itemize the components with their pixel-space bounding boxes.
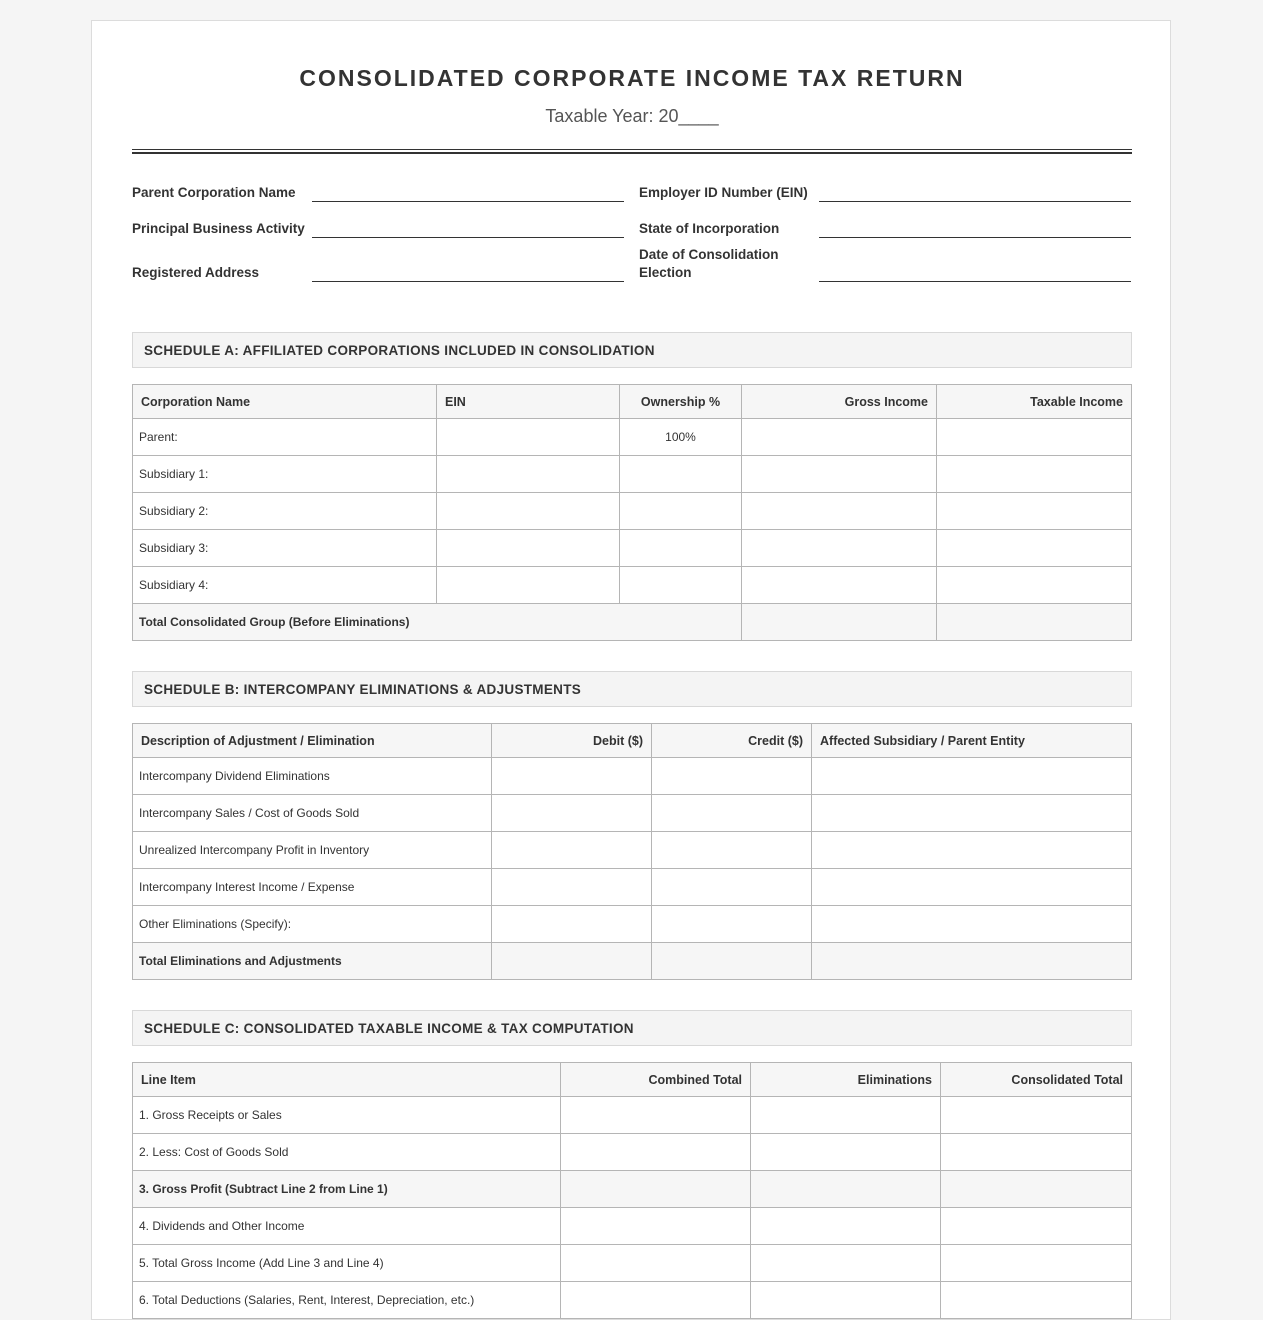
table-row (133, 832, 1132, 869)
ownership-cell[interactable] (620, 493, 742, 530)
ein-cell[interactable] (437, 493, 620, 530)
description-cell: Unrealized Intercompany Profit in Inventory (133, 832, 492, 869)
col-gross-income: Gross Income (742, 385, 937, 419)
table-row (133, 419, 1132, 456)
taxable-income-cell[interactable] (937, 419, 1132, 456)
corporation-name-cell: Parent: (133, 419, 437, 456)
line-item-cell: 5. Total Gross Income (Add Line 3 and Line 4) (133, 1245, 561, 1282)
col-line-item: Line Item (133, 1063, 561, 1097)
ein-field[interactable] (639, 184, 1131, 202)
credit-cell[interactable] (652, 906, 812, 943)
gross-income-cell[interactable] (742, 419, 937, 456)
gross-income-cell[interactable] (742, 493, 937, 530)
parent-name-line[interactable] (312, 200, 624, 202)
credit-cell[interactable] (652, 795, 812, 832)
table-row (133, 758, 1132, 795)
col-corporation-name: Corporation Name (133, 385, 437, 419)
schedule-b-heading: SCHEDULE B: INTERCOMPANY ELIMINATIONS & ADJUSTMENTS (132, 671, 1132, 707)
line-item-cell: 2. Less: Cost of Goods Sold (133, 1134, 561, 1171)
affected-entity-cell[interactable] (812, 795, 1132, 832)
table-row (133, 1134, 1132, 1171)
credit-cell[interactable] (652, 832, 812, 869)
taxable-income-cell[interactable] (937, 567, 1132, 604)
parent-name-label: Parent Corporation Name (132, 185, 296, 200)
total-debit-cell[interactable] (492, 943, 652, 980)
table-row (133, 1282, 1132, 1319)
gross-income-cell[interactable] (742, 530, 937, 567)
col-ownership: Ownership % (620, 385, 742, 419)
form-content (132, 21, 1132, 1319)
total-row (133, 604, 1132, 641)
ein-cell[interactable] (437, 567, 620, 604)
col-consolidated-total: Consolidated Total (941, 1063, 1132, 1097)
combined-total-cell[interactable] (561, 1282, 751, 1319)
affected-entity-cell[interactable] (812, 869, 1132, 906)
col-ein: EIN (437, 385, 620, 419)
total-row (133, 943, 1132, 980)
combined-total-cell[interactable] (561, 1097, 751, 1134)
schedule-b-table (132, 723, 1132, 980)
state-label: State of Incorporation (639, 221, 780, 236)
gross-income-cell[interactable] (742, 456, 937, 493)
total-taxable-income-cell[interactable] (937, 604, 1132, 641)
eliminations-cell[interactable] (751, 1245, 941, 1282)
business-activity-label: Principal Business Activity (132, 221, 305, 236)
table-row (133, 869, 1132, 906)
eliminations-cell[interactable] (751, 1134, 941, 1171)
total-affected-entity-cell[interactable] (812, 943, 1132, 980)
table-row (133, 567, 1132, 604)
corporation-name-cell: Subsidiary 1: (133, 456, 437, 493)
total-credit-cell[interactable] (652, 943, 812, 980)
description-cell: Intercompany Sales / Cost of Goods Sold (133, 795, 492, 832)
description-cell: Other Eliminations (Specify): (133, 906, 492, 943)
schedule-c-table (132, 1062, 1132, 1319)
taxable-income-cell[interactable] (937, 456, 1132, 493)
state-line[interactable] (819, 236, 1131, 238)
table-row (133, 1097, 1132, 1134)
total-label: Total Consolidated Group (Before Eliminations) (133, 604, 742, 641)
eliminations-cell[interactable] (751, 1097, 941, 1134)
address-field[interactable] (132, 264, 624, 282)
address-line[interactable] (312, 280, 624, 282)
form-page (91, 20, 1171, 1320)
col-debit: Debit ($) (492, 724, 652, 758)
table-row (133, 795, 1132, 832)
corporation-name-cell: Subsidiary 3: (133, 530, 437, 567)
table-row (133, 493, 1132, 530)
table-row (133, 906, 1132, 943)
corporation-info (132, 154, 1132, 294)
ein-line[interactable] (819, 200, 1131, 202)
schedule-a-heading: SCHEDULE A: AFFILIATED CORPORATIONS INCLUDED IN CONSOLIDATION (132, 332, 1132, 368)
combined-total-cell[interactable] (561, 1245, 751, 1282)
ein-cell[interactable] (437, 530, 620, 567)
form-title: CONSOLIDATED CORPORATE INCOME TAX RETURN (299, 65, 965, 91)
business-activity-field[interactable] (132, 220, 624, 238)
debit-cell[interactable] (492, 906, 652, 943)
corporation-name-cell: Subsidiary 2: (133, 493, 437, 530)
line-item-cell: 1. Gross Receipts or Sales (133, 1097, 561, 1134)
consolidated-total-cell[interactable] (941, 1097, 1132, 1134)
consolidation-date-field[interactable] (639, 246, 1131, 282)
description-cell: Intercompany Interest Income / Expense (133, 869, 492, 906)
description-cell: Intercompany Dividend Eliminations (133, 758, 492, 795)
gross-income-cell[interactable] (742, 567, 937, 604)
consolidated-total-cell[interactable] (941, 1208, 1132, 1245)
taxable-income-cell[interactable] (937, 530, 1132, 567)
table-row (133, 1208, 1132, 1245)
col-taxable-income: Taxable Income (937, 385, 1132, 419)
credit-cell[interactable] (652, 869, 812, 906)
col-description: Description of Adjustment / Elimination (133, 724, 492, 758)
ownership-cell[interactable] (620, 567, 742, 604)
debit-cell[interactable] (492, 758, 652, 795)
total-label: Total Eliminations and Adjustments (133, 943, 492, 980)
line-item-cell: 4. Dividends and Other Income (133, 1208, 561, 1245)
debit-cell[interactable] (492, 795, 652, 832)
col-credit: Credit ($) (652, 724, 812, 758)
eliminations-cell[interactable] (751, 1282, 941, 1319)
ein-cell[interactable] (437, 419, 620, 456)
corporation-name-cell: Subsidiary 4: (133, 567, 437, 604)
consolidated-total-cell[interactable] (941, 1171, 1132, 1208)
ein-cell[interactable] (437, 456, 620, 493)
line-item-cell: 6. Total Deductions (Salaries, Rent, Interest, Depreciation, etc.) (133, 1282, 561, 1319)
col-affected-entity: Affected Subsidiary / Parent Entity (812, 724, 1132, 758)
table-row (133, 456, 1132, 493)
taxable-year: Taxable Year: 20____ (545, 106, 719, 126)
debit-cell[interactable] (492, 832, 652, 869)
col-eliminations: Eliminations (751, 1063, 941, 1097)
business-activity-line[interactable] (312, 236, 624, 238)
debit-cell[interactable] (492, 869, 652, 906)
taxable-income-cell[interactable] (937, 493, 1132, 530)
table-row (133, 530, 1132, 567)
table-row (133, 1171, 1132, 1208)
consolidated-total-cell[interactable] (941, 1245, 1132, 1282)
affected-entity-cell[interactable] (812, 906, 1132, 943)
credit-cell[interactable] (652, 758, 812, 795)
affected-entity-cell[interactable] (812, 832, 1132, 869)
total-gross-income-cell[interactable] (742, 604, 937, 641)
affected-entity-cell[interactable] (812, 758, 1132, 795)
consolidation-date-label: Date of Consolidation Election (639, 247, 779, 280)
consolidated-total-cell[interactable] (941, 1282, 1132, 1319)
consolidated-total-cell[interactable] (941, 1134, 1132, 1171)
ownership-cell[interactable]: 100% (620, 419, 742, 456)
combined-total-cell[interactable] (561, 1171, 751, 1208)
eliminations-cell[interactable] (751, 1171, 941, 1208)
col-combined-total: Combined Total (561, 1063, 751, 1097)
combined-total-cell[interactable] (561, 1134, 751, 1171)
state-field[interactable] (639, 220, 1131, 238)
ein-label: Employer ID Number (EIN) (639, 185, 808, 200)
ownership-cell[interactable] (620, 456, 742, 493)
address-label: Registered Address (132, 265, 260, 280)
consolidation-date-line[interactable] (819, 280, 1131, 282)
eliminations-cell[interactable] (751, 1208, 941, 1245)
schedule-c-heading: SCHEDULE C: CONSOLIDATED TAXABLE INCOME & TAX COMPUTATION (132, 1010, 1132, 1046)
table-row (133, 1245, 1132, 1282)
schedule-a-table (132, 384, 1132, 641)
parent-name-field[interactable] (132, 184, 624, 202)
ownership-cell[interactable] (620, 530, 742, 567)
line-item-cell: 3. Gross Profit (Subtract Line 2 from Line 1) (133, 1171, 561, 1208)
combined-total-cell[interactable] (561, 1208, 751, 1245)
